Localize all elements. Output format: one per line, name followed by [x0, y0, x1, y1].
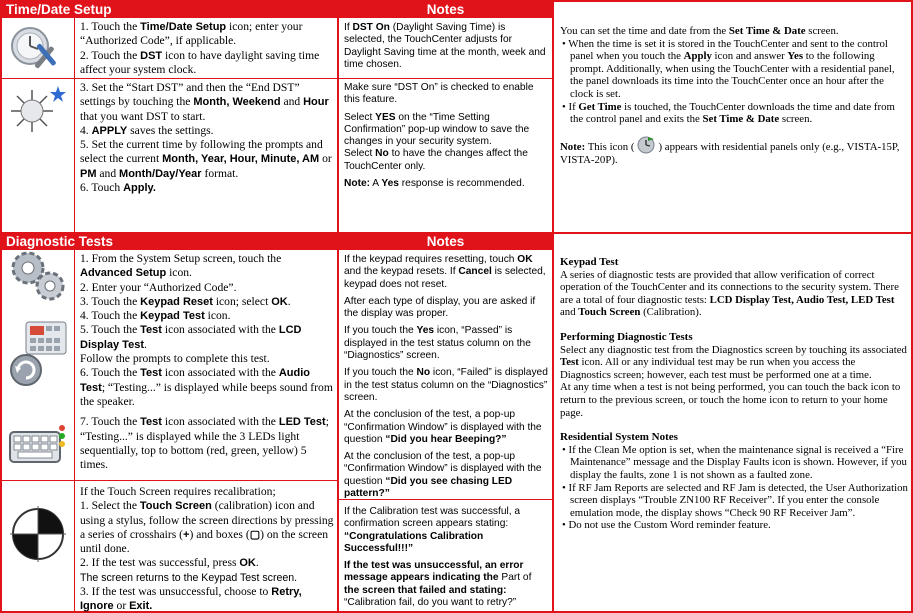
time-right-column [560, 25, 908, 166]
keypad-reset-icon [6, 320, 70, 390]
time-step-b-1: 4. APPLY saves the settings. [80, 123, 214, 137]
residential-notes-list [560, 444, 908, 532]
time-step-a-1: 2. Touch the DST icon to have daylight saving time affect your system clock. [80, 48, 320, 76]
calib-step-4: 3. If the test was unsuccessful, choose to Retry, Ignore or Exit. [80, 585, 302, 613]
time-notes-header: Notes [339, 1, 552, 18]
perform-tests-title: Performing Diagnostic Tests [560, 330, 693, 343]
time-right-intro: You can set the time and date from the Set Time & Date screen. [560, 25, 839, 37]
time-note-a: If DST On (Daylight Saving Time) is selected, the TouchCenter adjusts for Daylight Saving time at the month, week and time chosen. [344, 22, 546, 70]
time-step-b-2: 5. Set the current time by following the prompts and select the current Month, Year, Hour, Minute, AM or PM and Month/Day/Year format. [80, 138, 332, 180]
calib-step-1: 1. Select the Touch Screen (calibration) icon and using a stylus, follow the screen directions by pressing a series of crosshairs (+) and boxes (▢) on the screen until done. [80, 499, 334, 556]
time-notes-a [344, 22, 548, 76]
calib-steps [80, 485, 336, 613]
time-step-b-3: 6. Touch Apply. [80, 181, 156, 195]
calib-step-3: The screen returns to the Keypad Test screen. [80, 571, 298, 584]
time-note-b-0: Make sure “DST On” is checked to enable this feature. [344, 82, 534, 106]
calib-step-2: 2. If the test was successful, press OK. [80, 556, 259, 570]
calib-notes [344, 506, 548, 613]
time-steps-b [80, 81, 336, 195]
time-right-bullet-0: • When the time is set it is stored in the TouchCenter and sent to the control panel when you touch the Apply icon and answer Yes to the following prompt. Additionally, when using the TouchCenter with a residential panel, the panel downloads its time into the TouchCenter once an hour after the clock is set. [562, 37, 895, 100]
diag-notes [344, 254, 548, 505]
keyboard-icon [4, 420, 70, 470]
time-steps-a [80, 20, 336, 77]
time-right-bullet-1: • If Get Time is touched, the TouchCenter downloads the time and date from the control panel and exits the Set Time & Date screen. [562, 100, 895, 126]
diag-right-column [560, 256, 908, 532]
res-bullet-0: • If the Clean Me option is set, when the maintenance signal is received a “Fire Maintenance” message and the Display Faults icon is shown. However, if you display the faults, zone 1 is not shown as a faulted zone. [562, 443, 907, 481]
perform-tests-text [560, 344, 908, 420]
res-bullet-2: • Do not use the Custom Word reminder feature. [562, 519, 771, 532]
residential-notes-title: Residential System Notes [560, 431, 678, 444]
time-step-a-0: 1. Touch the Time/Date Setup icon; enter your “Authorized Code”, if applicable. [80, 20, 303, 48]
diag-note-5: At the conclusion of the test, a pop-up “Confirmation Window” is displayed with the question “Did you see chasing LED pattern?” [344, 451, 542, 500]
diag-note-2: If you touch the Yes icon, “Passed” is displayed in the test status column on the “Diagnostics” screen. [344, 325, 531, 362]
diag-note-3: If you touch the No icon, “Failed” is displayed in the test status column on the “Diagnostics” screen. [344, 367, 548, 403]
calib-step-0: If the Touch Screen requires recalibration; [80, 485, 276, 498]
diag-step-2: 3. Touch the Keypad Reset icon; select OK. [80, 294, 291, 308]
diag-step-6: 6. Touch the Test icon associated with the Audio Test; “Testing...” is displayed while beeps sound from the speaker. [80, 366, 333, 408]
calib-note-1: If the test was unsuccessful, an error message appears indicating the Part of the screen that failed and stating: “Calibration fail, do you want to retry?” [344, 560, 532, 609]
diag-steps [80, 252, 336, 472]
sun-star-icon [8, 82, 70, 142]
perf-para-1: At any time when a test is not being performed, you can touch the back icon to return to the previous screen, or touch the home icon to return to your home page. [560, 381, 901, 419]
keypad-test-text: A series of diagnostic tests are provided that allow verification of correct operation of the TouchCenter and its connections to the security system. There are a total of four diagnostic tests: LCD Display Test, Audio Test, LED Test and Touch Screen (Calibration). [560, 268, 899, 319]
diag-step-1: 2. Enter your “Authorized Code”. [80, 280, 237, 294]
perf-para-0: Select any diagnostic test from the Diagnostics screen by touching its associated Test icon. All or any individual test may be run when you access the Diagnostics screen; however, each test must be performed one at a time. [560, 343, 907, 381]
res-bullet-1: • If RF Jam Reports are selected and RF Jam is detected, the User Authorization screen displays “Trouble ZN100 RF Receiver”. If you enter the console emulation mode, the display shows “Check 90 RF Receiver Jam”. [562, 481, 908, 519]
diag-note-4: At the conclusion of the test, a pop-up “Confirmation Window” is displayed with the question “Did you hear Beeping?” [344, 409, 542, 445]
diag-step-3: 4. Touch the Keypad Test icon. [80, 309, 231, 323]
time-note-b-1: Select YES on the “Time Setting Confirmation” pop-up window to save the changes in your security system. Select No to have the changes affect the TouchCenter only. [344, 111, 530, 172]
diag-step-0: 1. From the System Setup screen, touch the Advanced Setup icon. [80, 252, 282, 280]
time-notes-b [344, 82, 548, 195]
diag-step-4: 5. Touch the Test icon associated with the LCD Display Test. [80, 323, 302, 351]
diag-note-0: If the keypad requires resetting, touch OK and the keypad resets. If Cancel is selected, keypad does not reset. [344, 254, 546, 290]
time-date-header: Time/Date Setup [0, 1, 338, 18]
crosshair-icon [10, 506, 66, 562]
clock-tools-icon [8, 22, 68, 74]
time-note-b-2: Note: A Yes response is recommended. [344, 178, 525, 190]
diag-notes-header: Notes [339, 233, 552, 250]
time-right-note: Note: This icon ( ) appears with residential panels only (e.g., VISTA-15P, VISTA-20P). [560, 136, 908, 167]
keypad-test-title: Keypad Test [560, 256, 619, 268]
diag-step-5: Follow the prompts to complete this test. [80, 352, 270, 366]
diag-note-1: After each type of display, you are asked if the display was proper. [344, 295, 536, 320]
time-step-b-0: 3. Set the “Start DST” and then the “End DST” settings by touching the Month, Weekend and Hour that you want DST to start. [80, 81, 329, 123]
diag-step-7: 7. Touch the Test icon associated with the LED Test; “Testing...” is displayed while the 3 LEDs light sequentially, top to bottom (red, green, yellow) 5 times. [80, 415, 329, 472]
flag-clock-icon [634, 136, 658, 154]
diagnostic-header: Diagnostic Tests [0, 233, 338, 250]
gears-icon [6, 246, 70, 304]
calib-note-0: If the Calibration test was successful, a confirmation screen appears stating: “Congratulations Calibration Successful!!!” [344, 506, 521, 554]
time-right-bullets [560, 38, 908, 126]
